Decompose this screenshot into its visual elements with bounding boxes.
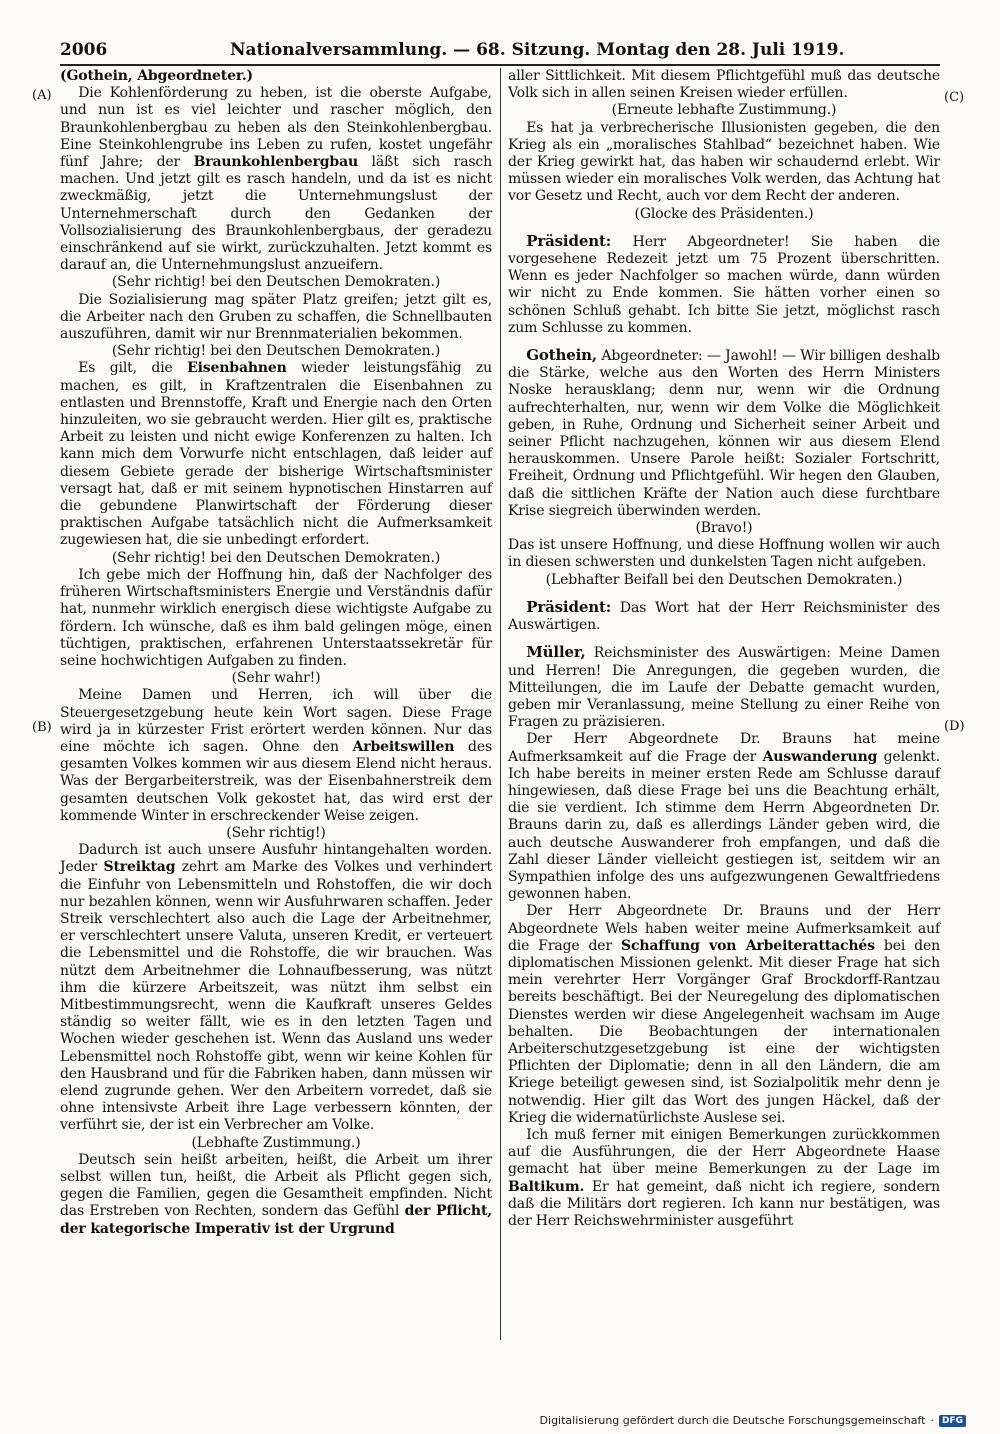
speaker-block-mueller: Müller, Reichsminister des Auswärtigen: Meine Damen und Herren! Die Anregungen, die gegeben wurden, die Mitteilungen, die im Laufe der Debatte gemacht wurden, geben mir Veranlassung, meine Stellung zu einer Reihe von Fragen zu präzisieren. — [508, 643, 940, 731]
footer-text: Digitalisierung gefördert durch die Deutsche Forschungsgemeinschaft — [539, 1414, 926, 1427]
left-column — [60, 68, 492, 1238]
paragraph: Die Kohlenförderung zu heben, ist die oberste Aufgabe, und nun ist es viel leichter und rascher möglich, den Braunkohlenbergbau zu heben als den Steinkohlenbergbau. Eine Steinkohlengrube ins Leben zu rufen, kostet ungefähr fünf Jahre; der Braunkohlenbergbau läßt sich rasch machen. Und jetzt gilt es rasch handeln, und da ist es nicht zweckmäßig, jetzt die Unternehmungslust der Unternehmerschaft durch den Gedanken der Vollsozialisierung des Braunkohlenbergbaus, der geradezu einschränkend auf sie wirkt, zurückzuhalten. Jetzt kommt es darauf an, die Unternehmungslust anzueifern. — [60, 85, 492, 274]
speaker-block-president: Präsident: Herr Abgeordneter! Sie haben die vorgesehene Redezeit jetzt um 75 Prozent überschritten. Wenn es jeder Nachfolger so machen würde, dann würden wir nicht zu Ende kommen. Sie hätten vorher einen so schönen Schluß gehabt. Ich bitte Sie jetzt, möglichst rasch zum Schlusse zu kommen. — [508, 231, 940, 336]
speaker-continuation: (Gothein, Abgeordneter.) — [60, 68, 254, 84]
digitization-footer — [540, 1414, 966, 1427]
paragraph: Dadurch ist auch unsere Ausfuhr hintangehalten worden. Jeder Streiktag zehrt am Marke des Volkes und verhindert die Einfuhr von Lebensmitteln und Rohstoffen, die wir doch nur bezahlen können, wenn wir Ausfuhrwaren schaffen. Jeder Streik verschlechtert also auch die Lage der Arbeitnehmer, er verschlechtert unsere Valuta, unseren Kredit, er verteuert die Lebensmittel und die Rohstoffe, die wir brauchen. Was nützt dem Arbeitnehmer die Lohnaufbesserung, was nützt ihm die kürzere Arbeitszeit, was nützt ihm selbst ein Mitbestimmungsrecht, wenn die Kaufkraft unseres Geldes ständig so weiter fällt, wie es in den letzten Tagen und Wochen wieder geschehen ist. Wenn das Ausland uns weder Lebensmittel noch Rohstoffe gibt, wenn wir keine Kohlen für den Hausbrand und für die Fabriken haben, dann müssen wir elend zugrunde gehen. Wer den Arbeitern vorredet, daß sie ohne intensivste Arbeit ihre Lage verbessern könnten, der verführt sie, der ist ein Verbrecher am Volke. — [60, 842, 493, 1134]
right-column — [508, 68, 940, 1230]
separator-dot: · — [930, 1414, 934, 1427]
paragraph: Das ist unsere Hoffnung, und diese Hoffnung wollen wir auch in diesen schwersten und dunkelsten Tagen nicht aufgeben. — [508, 537, 940, 571]
margin-marker-b: (B) — [32, 720, 52, 735]
margin-marker-d: (D) — [944, 719, 965, 734]
column-divider — [500, 68, 501, 1340]
interjection: (Sehr richtig!) — [226, 824, 326, 841]
paragraph: Es gilt, die Eisenbahnen wieder leistungsfähig zu machen, es gilt, in Kraftzentralen die Eisenbahnen zu entlasten und Brennstoffe, Kraft und Energie nach den Orten hinzuleiten, wo sie gebraucht werden. Hier gilt es, praktische Arbeit zu leisten und nicht ewige Konferenzen zu halten. Ich kann mich dem Vorwurfe nicht entschlagen, daß leider auf diesem Gebiete gerade der bisherige Wirtschaftsminister versagt hat, daß er mit seinem hypnotischen Hinstarren auf die gebundene Planwirtschaft der Förderung dieser praktischen Aufgabe tatsächlich nicht die Aufmerksamkeit zugewiesen hat, die sie unbedingt erfordert. — [60, 360, 492, 549]
interjection: (Lebhafte Zustimmung.) — [191, 1134, 361, 1151]
speaker-block-gothein: Gothein, Abgeordneter: — Jawohl! — Wir billigen deshalb die Stärke, welche aus den Worten des Herrn Ministers Noske herausklang; denn nur, wenn wir die Ordnung aufrechterhalten, nur, wenn wir dem Volke die Möglichkeit geben, in Ruhe, Ordnung und Sicherheit seiner Arbeit und seiner Pflicht nachzugehen, können wir aus diesem Elend herauskommen. Unsere Parole heißt: Sozialer Fortschritt, Freiheit, Ordnung und Pflichtgefühl. Wir hegen den Glauben, daß die sittlichen Kräfte der Nation auch diese furchtbare Krise siegreich überwinden werden. — [508, 346, 940, 519]
paragraph: Ich gebe mich der Hoffnung hin, daß der Nachfolger des früheren Wirtschaftsministers Energie und Verständnis dafür hat, nunmehr wirklich energisch diese wichtigste Aufgabe zu fördern. Ich wünsche, daß es ihm bald gelingen möge, einen tüchtigen, praktischen, erfahrenen Unterstaatssekretär für seine hochwichtigen Aufgaben zu finden. — [60, 566, 492, 669]
interjection: (Lebhafter Beifall bei den Deutschen Demokraten.) — [545, 571, 903, 588]
running-title: Nationalversammlung. — 68. Sitzung. Montag den 28. Juli 1919. — [230, 40, 845, 60]
interjection: (Sehr richtig! bei den Deutschen Demokraten.) — [111, 549, 441, 566]
paragraph: Ich muß ferner mit einigen Bemerkungen zurückkommen auf die Ausführungen, die der Herr Abgeordnete Haase gemacht hat über meine Bemerkungen zu der Lage im Baltikum. Er hat gemeint, daß nicht ich regiere, sondern daß die Militärs dort regieren. Ich kann nur bestätigen, was der Herr Reichswehrminister ausgeführt — [508, 1126, 940, 1229]
margin-marker-c: (C) — [944, 90, 965, 105]
paragraph: Der Herr Abgeordnete Dr. Brauns hat meine Aufmerksamkeit auf die Frage der Auswanderung gelenkt. Ich habe bereits in meiner ersten Rede am Schlusse darauf hingewiesen, daß diese Frage bei uns die Beachtung erhält, die sie verdient. Ich stimme dem Herrn Abgeordneten Dr. Brauns darin zu, daß es allerdings Länder geben wird, die auch deutsche Auswanderer froh empfangen, und daß die Zahl dieser Länder vielleicht gestiegen ist, seitdem wir an Sympathien infolge des uns aufgezwungenen Gewaltfriedens gewonnen haben. — [508, 731, 941, 903]
interjection: (Sehr wahr!) — [231, 670, 321, 687]
speaker-block-president: Präsident: Das Wort hat der Herr Reichsminister des Auswärtigen. — [508, 597, 940, 634]
page-number: 2006 — [60, 40, 108, 60]
speaker-name: Gothein, — [526, 346, 598, 365]
speaker-name: Müller, — [526, 643, 586, 662]
interjection: (Erneute lebhafte Zustimmung.) — [611, 102, 837, 119]
paragraph: Der Herr Abgeordnete Dr. Brauns und der Herr Abgeordnete Wels haben weiter meine Aufmerksamkeit auf die Frage der Schaffung von Arbeiterattachés bei den diplomatischen Missionen gelenkt. Mit dieser Frage hat sich mein verehrter Herr Vorgänger Graf Brockdorff-Rantzau bereits beschäftigt. Bei der Neuregelung des diplomatischen Dienstes werden wir diese Angelegenheit wachsam im Auge behalten. Die Beobachtungen der internationalen Arbeiterschutzgesetzgebung ist eine der wichtigsten Pflichten der Diplomatie; denn in all den Ländern, die am Kriege beteiligt gewesen sind, ist Sozialpolitik mehr denn je notwendig. Hier gilt das Wort des jungen Häckel, daß der Krieg die widernatürlichste Auslese sei. — [508, 903, 940, 1126]
speaker-name: Präsident: — [526, 597, 612, 616]
paragraph: Meine Damen und Herren, ich will über die Steuergesetzgebung heute kein Wort sagen. Diese Frage wird ja in kürzester Frist erörtert werden können. Nur das eine möchte ich sagen. Ohne den Arbeitswillen des gesamten Volkes kommen wir aus diesem Elend nicht heraus. Was der Bergarbeiterstreik, was der Eisenbahnerstreik dem gesamten deutschen Volk gekostet hat, das wird erst der kommende Winter in erschreckender Weise zeigen. — [60, 687, 492, 824]
page-header — [60, 38, 940, 66]
paragraph: Es hat ja verbrecherische Illusionisten gegeben, die den Krieg als ein „moralisches Stahlbad“ bezeichnet haben. Wie der Krieg gewirkt hat, das haben wir schaudernd erlebt. Wir müssen wieder ein moralisches Volk werden, das Achtung hat vor Gesetz und Recht, auch vor dem Recht der anderen. — [508, 119, 940, 205]
speaker-name: Präsident: — [526, 231, 612, 250]
interjection: (Glocke des Präsidenten.) — [634, 205, 814, 222]
paragraph: Die Sozialisierung mag später Platz greifen; jetzt gilt es, die Arbeiter nach den Gruben zu schaffen, die Schnellbauten auszuführen, damit wir nur Brennmaterialien bekommen. — [60, 291, 492, 343]
interjection: (Sehr richtig! bei den Deutschen Demokraten.) — [111, 274, 441, 291]
interjection: (Bravo!) — [695, 520, 753, 537]
paragraph: Deutsch sein heißt arbeiten, heißt, die Arbeit um ihrer selbst willen tun, heißt, die Arbeit als Pflicht gegen sich, gegen die Familien, gegen die Gesamtheit empfinden. Nicht das Erstreben von Rechten, sondern das Gefühl der Pflicht, der kategorische Imperativ ist der Urgrund — [60, 1151, 492, 1237]
margin-marker-a: (A) — [32, 88, 52, 103]
paragraph: aller Sittlichkeit. Mit diesem Pflichtgefühl muß das deutsche Volk sich in allen seinen Kreisen wieder erfüllen. — [508, 68, 940, 102]
interjection: (Sehr richtig! bei den Deutschen Demokraten.) — [111, 343, 441, 360]
dfg-logo: DFG — [939, 1415, 966, 1427]
